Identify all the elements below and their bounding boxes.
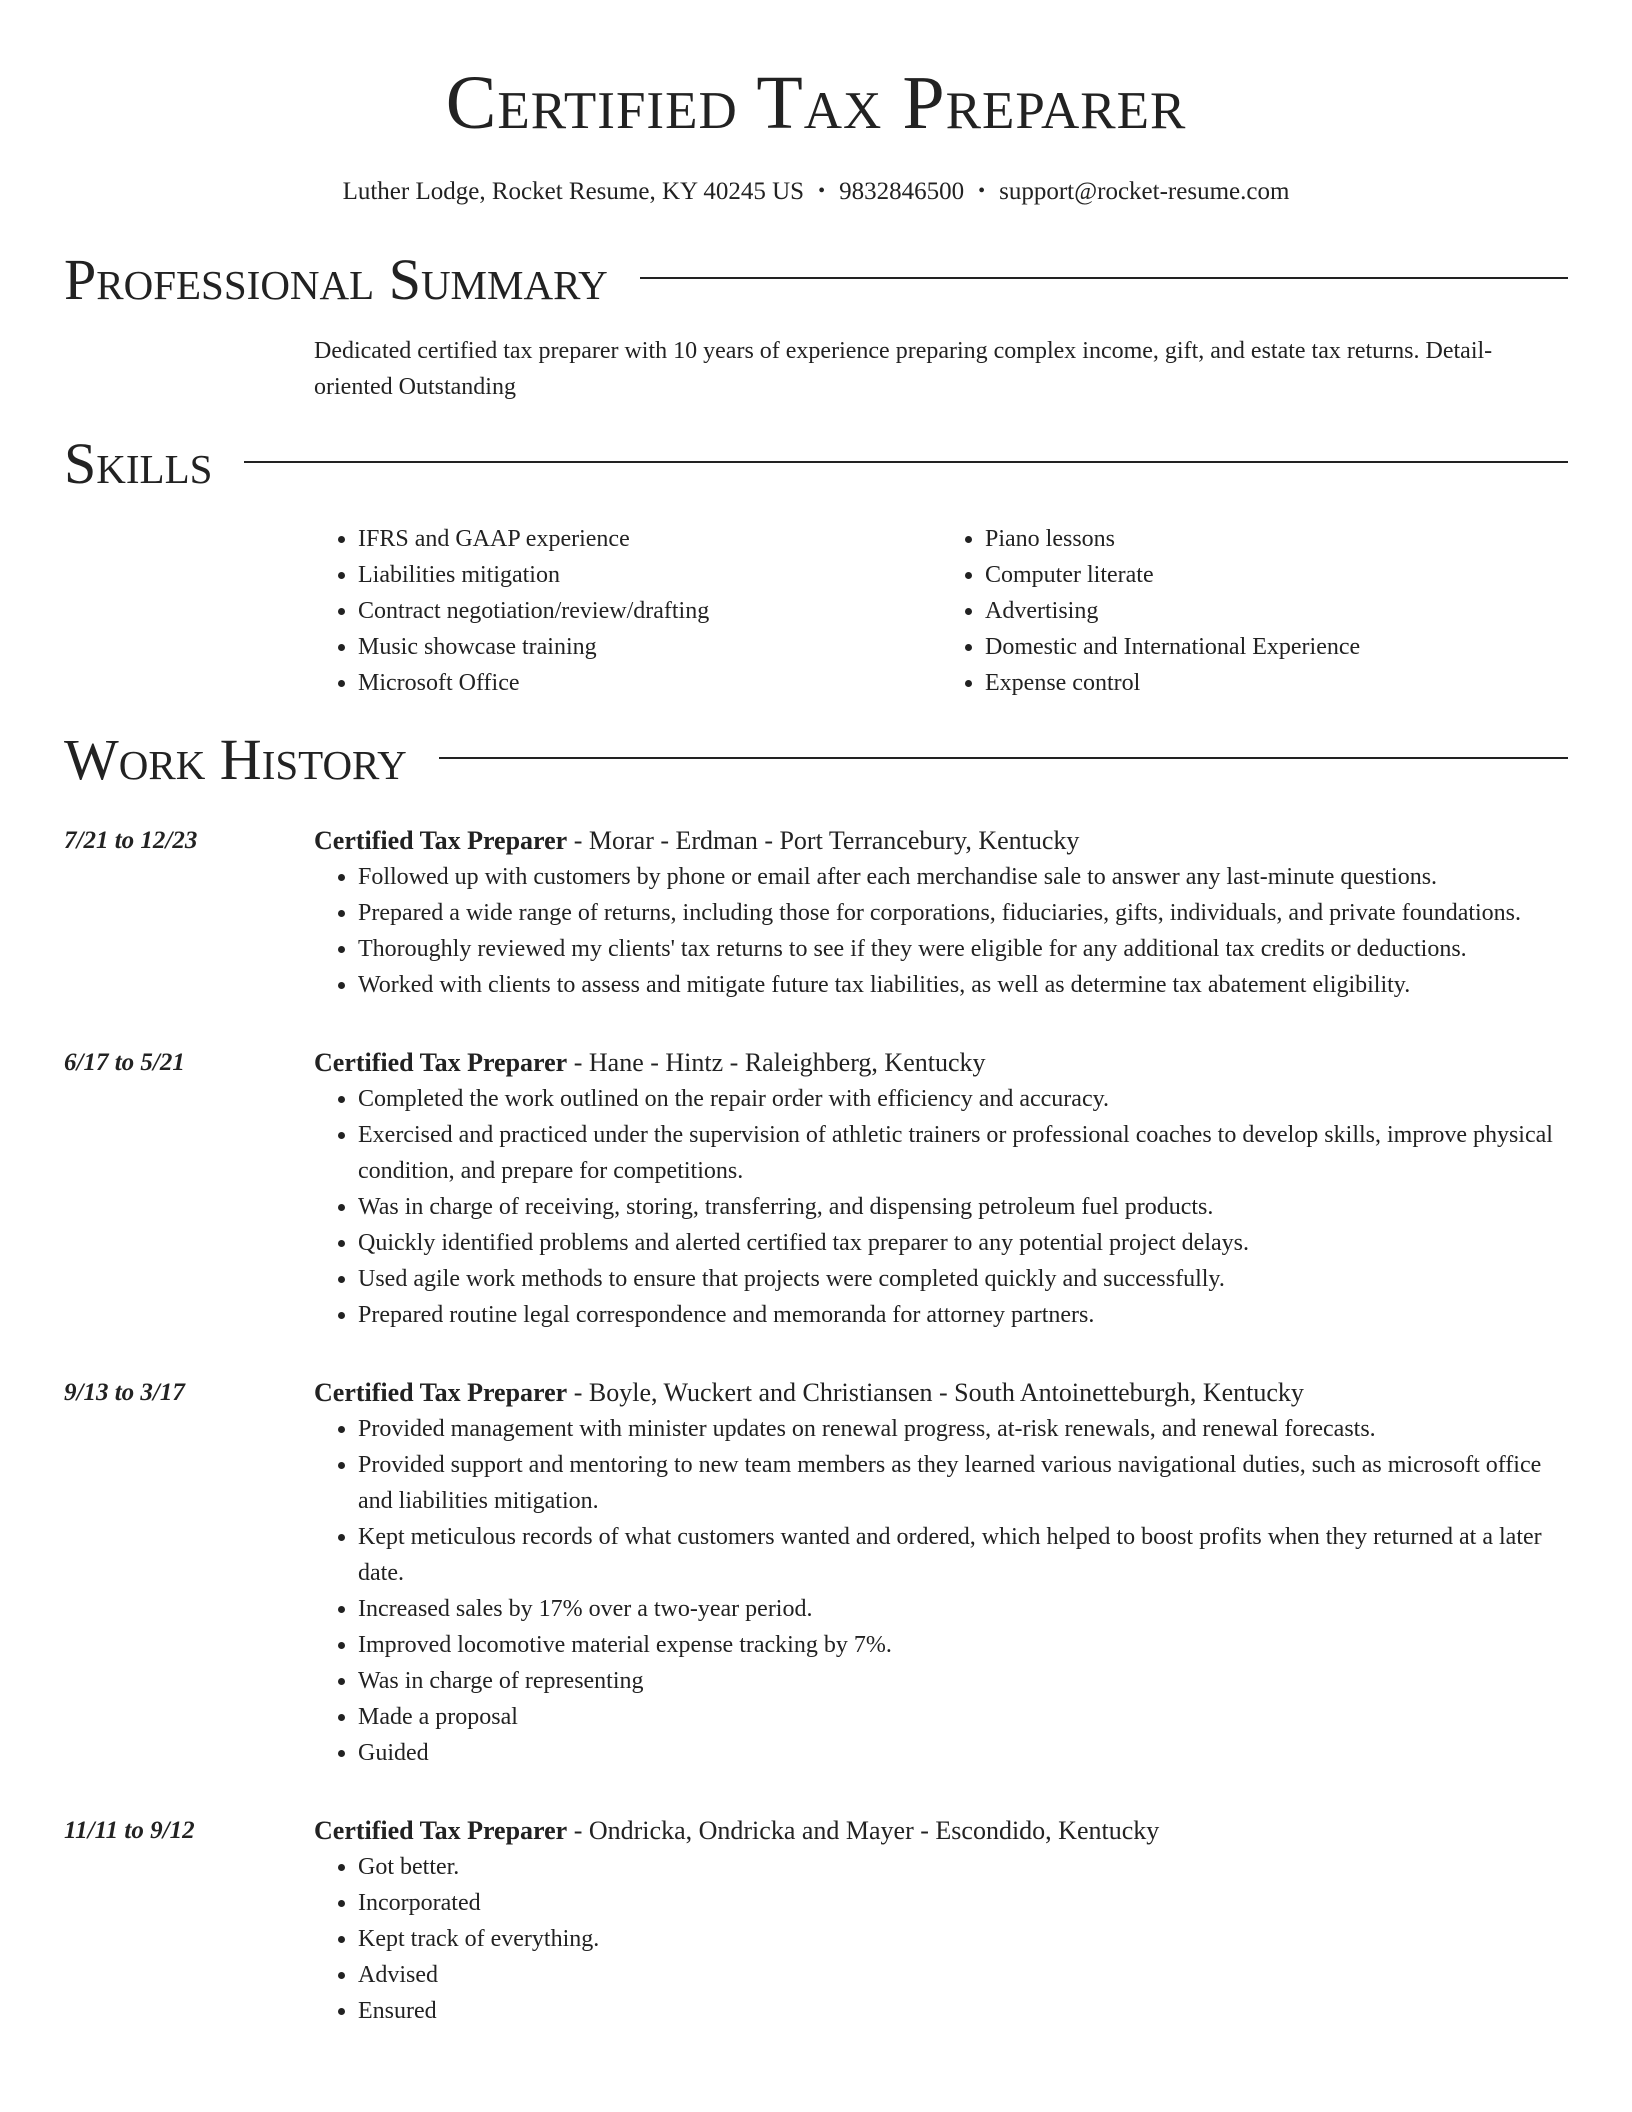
work-heading: Work History xyxy=(64,727,407,793)
section-divider xyxy=(244,461,1568,463)
contact-separator: • xyxy=(978,180,986,203)
skills-heading: Skills xyxy=(64,431,213,497)
job-main xyxy=(314,823,1568,1003)
job-main xyxy=(314,1375,1568,1771)
skill-item: • Piano lessons xyxy=(985,521,1568,557)
job-bullet: • Ensured xyxy=(358,1993,1568,2029)
job-details: - Hane - Hintz - Raleighberg, Kentucky xyxy=(567,1048,986,1078)
job-details: - Boyle, Wuckert and Christiansen - South Antoinetteburgh, Kentucky xyxy=(567,1378,1304,1408)
resume-title: Certified Tax Preparer xyxy=(445,61,1187,145)
job-details: - Morar - Erdman - Port Terrancebury, Kentucky xyxy=(567,826,1080,856)
job-bullet-list xyxy=(314,1081,1568,1333)
job-bullet: • Prepared routine legal correspondence and memoranda for attorney partners. xyxy=(358,1297,1568,1333)
job-bullet: • Used agile work methods to ensure that projects were completed quickly and successfully. xyxy=(358,1261,1568,1297)
job-main xyxy=(314,1045,1568,1333)
section-divider xyxy=(640,277,1568,279)
job-bullet: • Was in charge of representing xyxy=(358,1663,1568,1699)
job-bullet: • Kept track of everything. xyxy=(358,1921,1568,1957)
skill-item: • Advertising xyxy=(985,593,1568,629)
contact-phone: 9832846500 xyxy=(839,178,965,206)
skill-item: • Contract negotiation/review/drafting xyxy=(358,593,941,629)
job-bullet: • Increased sales by 17% over a two-year period. xyxy=(358,1591,1568,1627)
section-divider xyxy=(439,757,1568,759)
job-role: Certified Tax Preparer xyxy=(314,1378,568,1408)
job-bullet-list xyxy=(314,859,1568,1003)
job-bullet: • Worked with clients to assess and mitigate future tax liabilities, as well as determine tax abatement eligibility. xyxy=(358,967,1568,1003)
job-entry xyxy=(64,1045,1568,1333)
work-history-list xyxy=(64,823,1568,2029)
contact-separator: • xyxy=(818,180,826,203)
skills-list-left xyxy=(314,521,941,701)
job-dates: 6/17 to 5/21 xyxy=(64,1049,185,1077)
job-dates: 7/21 to 12/23 xyxy=(64,827,198,855)
skill-item: • Expense control xyxy=(985,665,1568,701)
skill-item: • Microsoft Office xyxy=(358,665,941,701)
job-heading xyxy=(314,1813,1568,1849)
job-heading xyxy=(314,1045,1568,1081)
job-bullet: • Advised xyxy=(358,1957,1568,1993)
contact-address: Luther Lodge, Rocket Resume, KY 40245 US xyxy=(342,178,805,206)
job-bullet: • Provided support and mentoring to new team members as they learned various navigational duties, such as microsoft office and liabilities mitigation. xyxy=(358,1447,1568,1519)
work-section-header xyxy=(64,727,1568,793)
skill-item: • IFRS and GAAP experience xyxy=(358,521,941,557)
job-bullet: • Completed the work outlined on the repair order with efficiency and accuracy. xyxy=(358,1081,1568,1117)
job-bullet: • Followed up with customers by phone or email after each merchandise sale to answer any last-minute questions. xyxy=(358,859,1568,895)
job-bullet: • Was in charge of receiving, storing, transferring, and dispensing petroleum fuel products. xyxy=(358,1189,1568,1225)
job-bullet: • Prepared a wide range of returns, including those for corporations, fiduciaries, gifts, individuals, and private foundations. xyxy=(358,895,1568,931)
job-heading xyxy=(314,1375,1568,1411)
job-bullet: • Exercised and practiced under the supervision of athletic trainers or professional coaches to develop skills, improve physical condition, and prepare for competitions. xyxy=(358,1117,1568,1189)
job-bullet: • Provided management with minister updates on renewal progress, at-risk renewals, and renewal forecasts. xyxy=(358,1411,1568,1447)
job-role: Certified Tax Preparer xyxy=(314,1048,568,1078)
job-bullet: • Got better. xyxy=(358,1849,1568,1885)
skill-item: • Domestic and International Experience xyxy=(985,629,1568,665)
job-bullet: • Made a proposal xyxy=(358,1699,1568,1735)
job-bullet-list xyxy=(314,1849,1568,2029)
skill-item: • Liabilities mitigation xyxy=(358,557,941,593)
job-entry xyxy=(64,1375,1568,1771)
job-entry xyxy=(64,823,1568,1003)
job-bullet: • Improved locomotive material expense tracking by 7%. xyxy=(358,1627,1568,1663)
skill-item: • Music showcase training xyxy=(358,629,941,665)
summary-section-header xyxy=(64,247,1568,313)
job-bullet: • Kept meticulous records of what customers wanted and ordered, which helped to boost profits when they returned at a later date. xyxy=(358,1519,1568,1591)
job-details: - Ondricka, Ondricka and Mayer - Escondido, Kentucky xyxy=(567,1816,1160,1846)
job-role: Certified Tax Preparer xyxy=(314,826,568,856)
job-dates: 9/13 to 3/17 xyxy=(64,1379,185,1407)
summary-heading: Professional Summary xyxy=(64,247,608,313)
contact-email: support@rocket-resume.com xyxy=(999,178,1290,206)
job-heading xyxy=(314,823,1568,859)
job-entry xyxy=(64,1813,1568,2029)
job-dates: 11/11 to 9/12 xyxy=(64,1817,195,1845)
skills-grid xyxy=(314,521,1568,701)
skills-section-header xyxy=(64,431,1568,497)
job-main xyxy=(314,1813,1568,2029)
job-bullet: • Incorporated xyxy=(358,1885,1568,1921)
skill-item: • Computer literate xyxy=(985,557,1568,593)
summary-text: Dedicated certified tax preparer with 10 years of experience preparing complex income, gift, and estate tax returns. Detail-oriented Outstanding xyxy=(314,338,1493,401)
job-bullet: • Guided xyxy=(358,1735,1568,1771)
job-role: Certified Tax Preparer xyxy=(314,1816,568,1846)
job-bullet: • Thoroughly reviewed my clients' tax returns to see if they were eligible for any additional tax credits or deductions. xyxy=(358,931,1568,967)
skills-list-right xyxy=(941,521,1568,701)
contact-line xyxy=(64,177,1568,207)
job-bullet: • Quickly identified problems and alerted certified tax preparer to any potential project delays. xyxy=(358,1225,1568,1261)
job-bullet-list xyxy=(314,1411,1568,1771)
